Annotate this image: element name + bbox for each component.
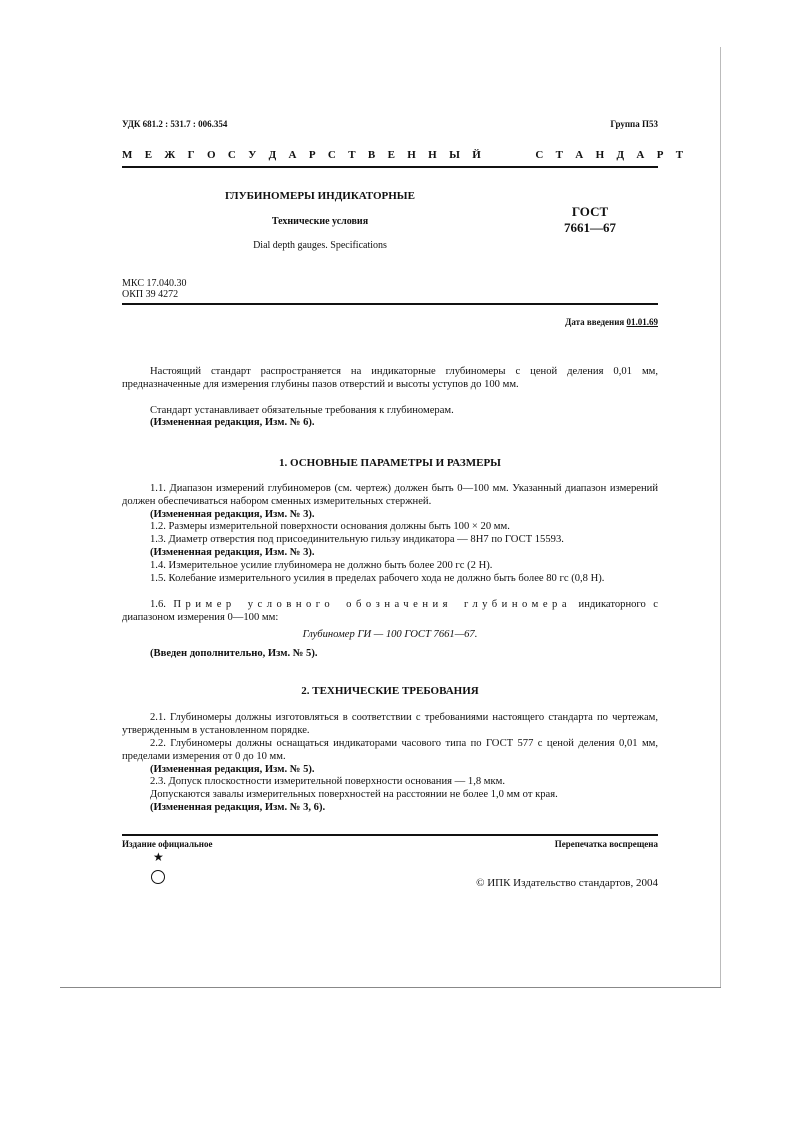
date-value: 01.01.69	[626, 317, 658, 327]
copyright: © ИПК Издательство стандартов, 2004	[476, 877, 658, 889]
footer-rule	[122, 834, 658, 836]
clause-1-6-number: 1.6.	[150, 599, 166, 610]
intro-paragraph: Настоящий стандарт распространяется на индикаторные глубиномеры с ценой деления 0,01 мм, предназначенные для измерения глубины пазов отверстий и высоты уступов до 100 мм.	[122, 366, 658, 390]
group-code: Группа П53	[610, 119, 658, 129]
page-right-edge	[720, 47, 721, 987]
reprint-notice: Перепечатка воспрещена	[554, 839, 658, 849]
clause-1-6-spaced: Пример условного обозначения глубиномера	[173, 599, 572, 610]
clause-1-1-note: (Измененная редакция, Изм. № 3).	[150, 509, 315, 520]
clause-2-3-note: (Измененная редакция, Изм. № 3, 6).	[150, 802, 326, 813]
section-2-title: 2. ТЕХНИЧЕСКИЕ ТРЕБОВАНИЯ	[301, 685, 479, 697]
date-label: Дата введения	[565, 317, 625, 327]
gost-number: 7661—67	[564, 220, 616, 235]
standard-type: М Е Ж Г О С У Д А Р С Т В Е Н Н Ы Й С Т А Н Д А Р Т	[122, 149, 685, 161]
clause-2-3b: Допускаются завалы измерительных поверхностей на расстоянии не более 1,0 мм от края.	[150, 789, 558, 800]
udk-code: УДК 681.2 : 531.7 : 006.354	[122, 119, 228, 129]
doc-title: ГЛУБИНОМЕРЫ ИНДИКАТОРНЫЕ	[225, 190, 415, 202]
meta-rule	[122, 303, 658, 305]
clause-1-2: 1.2. Размеры измерительной поверхности основания должны быть 100 × 20 мм.	[150, 521, 510, 532]
intro-scope: Стандарт устанавливает обязательные требования к глубиномерам.	[150, 405, 454, 416]
designation-example: Глубиномер ГИ — 100 ГОСТ 7661—67.	[302, 629, 478, 640]
official-edition: Издание официальное	[122, 839, 213, 849]
intro-date	[440, 317, 658, 327]
clause-1-5: 1.5. Колебание измерительного усилия в пределах рабочего хода не должно быть более 80 гс (0,8 Н).	[150, 573, 605, 584]
gost-label: ГОСТ	[571, 204, 609, 219]
clause-2-1: 2.1. Глубиномеры должны изготовляться в соответствии с требованиями настоящего стандарта по чертежам, утвержденным в установленном порядке.	[122, 712, 658, 736]
header-rule	[122, 166, 658, 168]
clause-1-4: 1.4. Измерительное усилие глубиномера не должно быть более 200 гс (2 Н).	[150, 560, 493, 571]
doc-subtitle: Технические условия	[271, 216, 369, 227]
section-1-title: 1. ОСНОВНЫЕ ПАРАМЕТРЫ И РАЗМЕРЫ	[279, 457, 501, 469]
mks-code: МКС 17.040.30	[122, 278, 187, 289]
clause-1-6-note: (Введен дополнительно, Изм. № 5).	[150, 648, 318, 659]
clause-2-2: 2.2. Глубиномеры должны оснащаться индикаторами часового типа по ГОСТ 577 с ценой деления 0,01 мм, пределами измерения от 0 до 10 мм.	[122, 738, 658, 762]
clause-1-1: 1.1. Диапазон измерений глубиномеров (см. чертеж) должен быть 0—100 мм. Указанный диапазон измерений должен обеспечиваться набором сменных измерительных стержней.	[122, 483, 658, 507]
clause-1-3-note: (Измененная редакция, Изм. № 3).	[150, 547, 315, 558]
star-icon: ★	[153, 850, 164, 864]
clause-1-6	[122, 599, 658, 624]
clause-2-2-note: (Измененная редакция, Изм. № 5).	[150, 764, 315, 775]
intro-amendment: (Измененная редакция, Изм. № 6).	[150, 417, 315, 428]
page-bottom-edge	[60, 987, 721, 988]
doc-title-en: Dial depth gauges. Specifications	[253, 240, 387, 251]
clause-2-3: 2.3. Допуск плоскостности измерительной поверхности основания — 1,8 мкм.	[150, 776, 506, 787]
clause-1-6-rest: индикаторного с диапазоном измерения 0—100 мм:	[122, 599, 658, 623]
circle-icon	[151, 870, 165, 884]
okp-code: ОКП 39 4272	[122, 289, 179, 300]
clause-1-3: 1.3. Диаметр отверстия под присоединительную гильзу индикатора — 8Н7 по ГОСТ 15593.	[150, 534, 564, 545]
